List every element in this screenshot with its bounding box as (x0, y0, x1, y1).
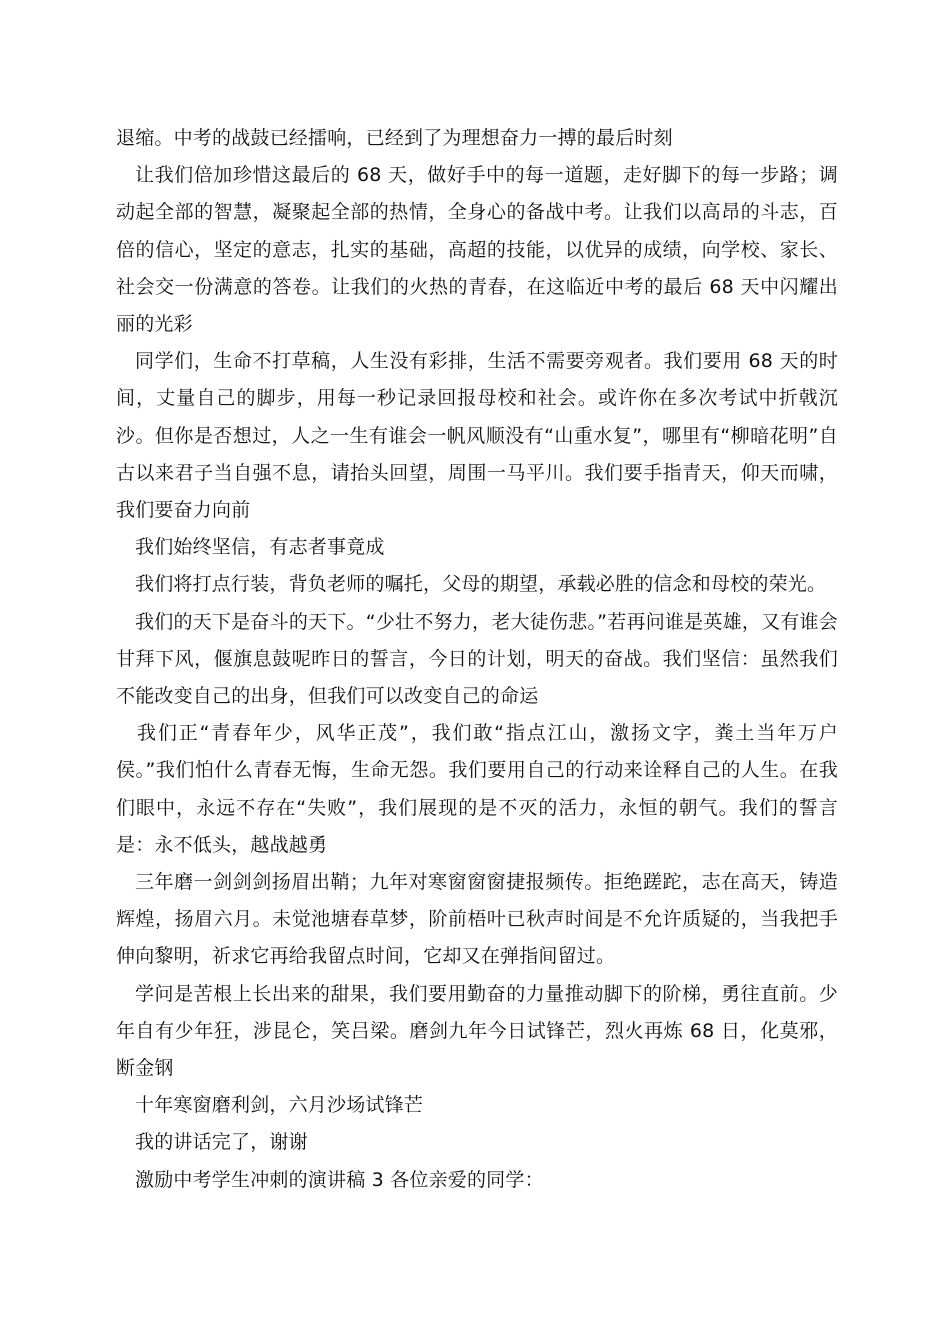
paragraph-next-speech-heading: 激励中考学生冲刺的演讲稿 3 各位亲爱的同学： (135, 1168, 544, 1191)
paragraph-continuation: 退缩。中考的战鼓已经擂响，已经到了为理想奋力一搏的最后时刻 (116, 127, 673, 149)
paragraph-struggle: 我们的天下是奋斗的天下。“少壮不努力，老大徒伤悲。”若再问谁是英雄，又有谁会甘拜下风，偃旗息鼓呢昨日的誓言，今日的计划，明天的奋战。我们坚信：虽然我们不能改变自己的出身，但我们可以改变自己的命运 (116, 610, 838, 708)
document-body (116, 120, 838, 1199)
paragraph-three-years: 三年磨一剑剑剑扬眉出鞘；九年对寒窗窗窗捷报频传。拒绝蹉跎，志在高天，铸造辉煌，扬眉六月。未觉池塘春草梦，阶前梧叶已秋声时间是不允许质疑的，当我把手伸向黎明，祈求它再给我留点时间，它却又在弹指间留过。 (116, 871, 838, 968)
paragraph-pack-up: 我们将打点行装，背负老师的嘱托，父母的期望，承载必胜的信念和母校的荣光。 (135, 573, 827, 596)
paragraph-learning: 学问是苦根上长出来的甜果，我们要用勤奋的力量推动脚下的阶梯，勇往直前。少年自有少年狂，涉昆仑，笑吕梁。磨剑九年今日试锋芒，烈火再炼 68 日，化莫邪，断金钢 (116, 982, 838, 1080)
paragraph-closing: 我的讲话完了，谢谢 (135, 1131, 308, 1154)
paragraph-belief: 我们始终坚信，有志者事竟成 (135, 536, 385, 559)
paragraph-classmates: 同学们，生命不打草稿，人生没有彩排，生活不需要旁观者。我们要用 68 天的时间，丈量自己的脚步，用每一秒记录回报母校和社会。或许你在多次考试中折戟沉沙。但你是否想过，人之一生有谁会一帆风顺没有“山重水复”，哪里有“柳暗花明”自古以来君子当自强不息，请抬头回望，周围一马平川。我们要手指青天，仰天而啸，我们要奋力向前 (116, 350, 838, 522)
paragraph-cherish-68-days: 让我们倍加珍惜这最后的 68 天，做好手中的每一道题，走好脚下的每一步路；调动起全部的智慧，凝聚起全部的热情，全身心的备战中考。让我们以高昂的斗志，百倍的信心，坚定的意志，扎实的基础，高超的技能，以优异的成绩，向学校、家长、社会交一份满意的答卷。让我们的火热的青春，在这临近中考的最后 68 天中闪耀出丽的光彩 (116, 164, 838, 336)
paragraph-ten-years: 十年寒窗磨利剑，六月沙场试锋芒 (135, 1094, 424, 1117)
paragraph-youth: 我们正“青春年少，风华正茂”，我们敢“指点江山，激扬文字，粪土当年万户侯。”我们怕什么青春无悔，生命无怨。我们要用自己的行动来诠释自己的人生。在我们眼中，永远不存在“失败”，我们展现的是不灭的活力，永恒的朝气。我们的誓言是：永不低头，越战越勇 (116, 722, 838, 856)
